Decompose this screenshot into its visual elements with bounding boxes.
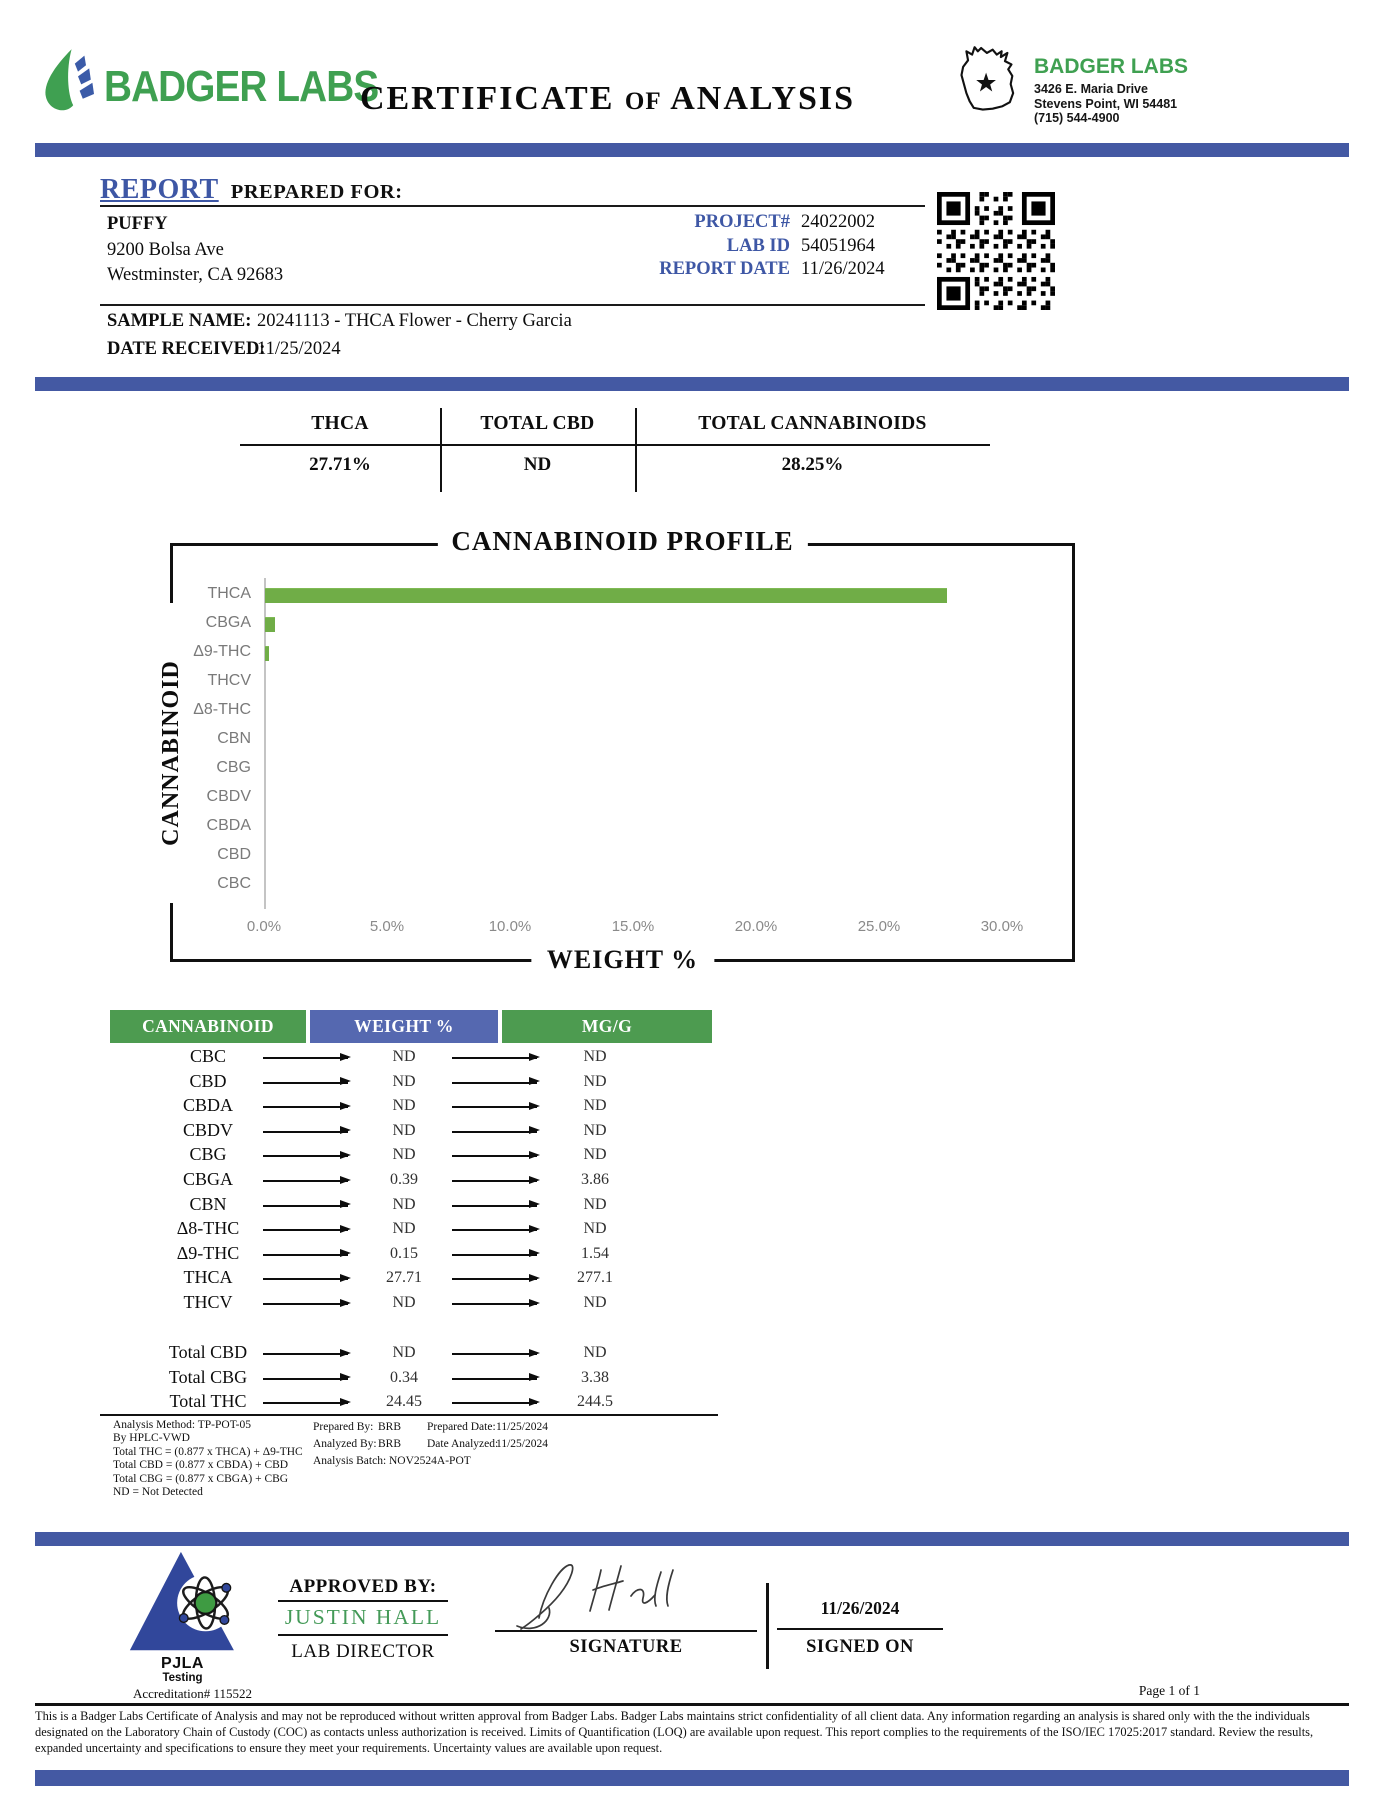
analysis-batch-value: NOV2524A-POT [389, 1455, 471, 1467]
arrow-icon [263, 1353, 348, 1355]
pjla-org-label: PJLA [161, 1655, 204, 1672]
weight-percent-value: ND [392, 1344, 416, 1361]
date-analyzed-value: 11/25/2024 [496, 1438, 548, 1450]
arrow-icon [452, 1106, 537, 1108]
chart-row-CBDV [173, 784, 1072, 813]
chart-category-label: CBDV [206, 788, 251, 805]
mg-per-g-value: ND [583, 1344, 607, 1361]
summary-col-total-cannabinoids [635, 408, 990, 492]
table-row-CBDV [110, 1119, 712, 1144]
arrow-icon [452, 1303, 537, 1305]
summary-total-cannabinoids-value: 28.25% [781, 454, 844, 475]
prepared-by-row [313, 1421, 643, 1437]
table-row-Δ8-THC [110, 1217, 712, 1242]
analyte-name: Δ9-THC [176, 1242, 240, 1263]
arrow-icon [263, 1180, 348, 1182]
lab-address-block [1034, 55, 1188, 126]
title-word-of: OF [624, 88, 662, 115]
weight-percent-value: ND [392, 1072, 416, 1090]
prepared-by-value: BRB [378, 1421, 402, 1433]
weight-percent-value: ND [392, 1293, 416, 1311]
analyte-name: THCA [183, 1267, 233, 1288]
chart-category-label: CBG [216, 759, 251, 776]
chart-row-Δ9-THC [173, 639, 1072, 668]
table-header-cannabinoid: CANNABINOID [110, 1010, 306, 1043]
arrow-icon [452, 1254, 537, 1256]
table-row-CBG [110, 1143, 712, 1168]
table-row-CBD [110, 1070, 712, 1095]
chart-tick-15.0%: 15.0% [611, 918, 655, 935]
badger-labs-logotype: BADGER LABS [104, 62, 379, 111]
lab-address-line1: 3426 E. Maria Drive [1034, 82, 1148, 96]
client-block [107, 212, 283, 289]
divider-bar-bottom [35, 1770, 1349, 1786]
summary-thca-label: THCA [311, 413, 369, 434]
weight-percent-value: 24.45 [386, 1393, 422, 1411]
analyte-name: CBC [189, 1046, 227, 1066]
lab-id-label: LAB ID [726, 235, 790, 256]
chart-plot-area [173, 581, 1072, 900]
divider-bar-footer [35, 1532, 1349, 1546]
signed-on-date: 11/26/2024 [820, 1598, 900, 1618]
chart-tick-5.0%: 5.0% [369, 918, 405, 935]
chart-category-label: THCA [207, 585, 251, 602]
chart-category-label: Δ9-THC [193, 643, 251, 660]
summary-divider-2 [635, 408, 637, 492]
weight-percent-value: 0.39 [390, 1170, 418, 1188]
analysis-method-notes [113, 1419, 303, 1499]
arrow-icon [263, 1155, 348, 1157]
analyte-name: CBDV [182, 1119, 233, 1140]
arrow-icon [263, 1205, 348, 1207]
weight-percent-value: ND [392, 1097, 416, 1115]
table-row-Total CBG [110, 1366, 712, 1391]
arrow-icon [452, 1205, 537, 1207]
page-title [335, 80, 880, 118]
mg-per-g-value: ND [583, 1146, 607, 1164]
arrow-icon [452, 1229, 537, 1231]
table-row-CBC [110, 1045, 712, 1070]
analyte-name: CBGA [182, 1168, 233, 1189]
divider-bar-summary [35, 377, 1349, 391]
report-meta-labels [555, 211, 790, 282]
arrow-icon [452, 1278, 537, 1280]
chart-category-label: CBDA [206, 817, 251, 834]
analyte-name: Total THC [169, 1391, 247, 1412]
chart-bar-CBGA [265, 617, 275, 632]
mg-per-g-value: 1.54 [581, 1244, 609, 1262]
chart-row-CBG [173, 755, 1072, 784]
mg-per-g-value: ND [583, 1195, 607, 1213]
approved-by-block [278, 1576, 448, 1663]
chart-category-label: CBGA [205, 614, 251, 631]
date-received-label: DATE RECEIVED: [107, 339, 266, 359]
chart-row-THCA [173, 581, 1072, 610]
arrow-icon [263, 1378, 348, 1380]
signature-image [505, 1554, 715, 1637]
chart-row-Δ8-THC [173, 697, 1072, 726]
arrow-icon [263, 1057, 348, 1059]
lab-address-line2: Stevens Point, WI 54481 [1034, 96, 1178, 111]
chart-row-THCV [173, 668, 1072, 697]
chart-row-CBDA [173, 813, 1072, 842]
mg-per-g-value: 3.86 [581, 1170, 609, 1188]
chart-category-label: CBN [217, 730, 251, 747]
arrow-icon [452, 1057, 537, 1059]
qr-code [937, 192, 1055, 315]
chart-bar-Δ9-THC [265, 646, 269, 661]
chart-category-label: CBD [217, 846, 251, 863]
arrow-icon [452, 1378, 537, 1380]
table-row-Total CBD [110, 1341, 712, 1366]
table-row-CBDA [110, 1094, 712, 1119]
potency-summary [240, 408, 990, 492]
weight-percent-value: ND [392, 1121, 416, 1139]
approval-vertical-divider [766, 1583, 769, 1669]
arrow-icon [263, 1402, 348, 1404]
signature-line [495, 1630, 757, 1632]
mg-per-g-value: ND [583, 1097, 607, 1115]
heading-report: REPORT [100, 174, 219, 205]
title-word-analysis: ANALYSIS [670, 80, 856, 117]
client-address-line2: Westminster, CA 92683 [107, 265, 284, 285]
analyte-name: CBN [189, 1193, 227, 1214]
table-row-CBGA [110, 1168, 712, 1193]
summary-total-cbd-value: ND [523, 454, 552, 475]
mg-per-g-value: 277.1 [577, 1269, 613, 1287]
arrow-icon [452, 1131, 537, 1133]
analyte-name: CBG [189, 1144, 227, 1165]
sample-name-label: SAMPLE NAME: [107, 311, 252, 331]
arrow-icon [263, 1106, 348, 1108]
heading-rule [100, 205, 925, 207]
chart-category-label: Δ8-THC [193, 701, 251, 718]
analyte-name: THCV [183, 1291, 233, 1312]
chart-row-CBGA [173, 610, 1072, 639]
analyzed-by-label: Analyzed By: [313, 1438, 377, 1450]
chart-tick-10.0%: 10.0% [488, 918, 532, 935]
report-meta-values [801, 211, 885, 282]
cannabinoid-table-header [110, 1010, 712, 1043]
table-row-Total THC [110, 1390, 712, 1415]
mg-per-g-value: ND [583, 1293, 607, 1311]
project-number-label: PROJECT# [694, 212, 790, 232]
table-row-CBN [110, 1193, 712, 1218]
client-address-line1: 9200 Bolsa Ave [107, 239, 224, 260]
client-name: PUFFY [107, 214, 168, 234]
note-line-4: Total CBD = (0.877 x CBDA) + CBD [113, 1459, 289, 1472]
mg-per-g-value: ND [583, 1072, 607, 1090]
divider-bar-top [35, 143, 1349, 157]
note-line-6: ND = Not Detected [113, 1486, 203, 1499]
mg-per-g-value: ND [583, 1220, 607, 1238]
date-received-value: 11/25/2024 [257, 339, 341, 359]
prepared-date-value: 11/25/2024 [496, 1421, 548, 1433]
signed-on-label: SIGNED ON [806, 1637, 914, 1657]
approver-name: JUSTIN HALL [278, 1602, 448, 1636]
analyte-name: Δ8-THC [176, 1218, 240, 1239]
weight-percent-value: 0.15 [390, 1244, 418, 1262]
report-date-value: 11/26/2024 [801, 259, 885, 279]
weight-percent-value: ND [392, 1146, 416, 1164]
arrow-icon [263, 1082, 348, 1084]
analyte-name: Total CBD [168, 1342, 248, 1362]
weight-percent-value: ND [392, 1220, 416, 1238]
arrow-icon [263, 1229, 348, 1231]
arrow-icon [263, 1254, 348, 1256]
summary-header-rule [240, 444, 990, 446]
mg-per-g-value: 244.5 [577, 1393, 613, 1411]
signed-on-line [777, 1628, 943, 1630]
table-header-mgg: MG/G [502, 1010, 712, 1043]
summary-total-cbd-label: TOTAL CBD [480, 413, 595, 434]
sample-name-value: 20241113 - THCA Flower - Cherry Garcia [257, 311, 572, 331]
chart-tick-0.0%: 0.0% [246, 918, 282, 935]
prepared-by-label: Prepared By: [313, 1421, 374, 1433]
pjla-accreditation-logo [122, 1550, 272, 1659]
summary-thca-value: 27.71% [309, 454, 371, 475]
sample-rule [100, 304, 925, 306]
report-date-label: REPORT DATE [659, 259, 790, 279]
analyzed-by-value: BRB [378, 1438, 402, 1450]
chart-tick-25.0%: 25.0% [857, 918, 901, 935]
lab-name: BADGER LABS [1034, 55, 1189, 78]
signature-label: SIGNATURE [569, 1637, 683, 1657]
badger-labs-leaf-icon [38, 46, 102, 123]
chart-x-axis-label: WEIGHT % [531, 945, 714, 975]
chart-x-ticks [173, 918, 1072, 938]
table-row-THCV [110, 1291, 712, 1316]
summary-col-total-cbd [440, 408, 635, 492]
table-header-weight: WEIGHT % [310, 1010, 498, 1043]
mg-per-g-value: 3.38 [581, 1368, 609, 1386]
cannabinoid-profile-chart [158, 526, 1075, 974]
analysis-batch-label: Analysis Batch: [313, 1455, 387, 1467]
page-indicator: Page 1 of 1 [1138, 1683, 1200, 1698]
summary-col-thca [240, 408, 440, 492]
mg-per-g-value: ND [583, 1121, 607, 1139]
cannabinoid-table-body [110, 1045, 712, 1316]
analysis-batch-row [313, 1455, 643, 1471]
summary-total-cannabinoids-label: TOTAL CANNABINOIDS [698, 413, 927, 434]
chart-y-axis-label: CANNABINOID [154, 603, 188, 903]
approved-by-label: APPROVED BY: [278, 1576, 448, 1602]
wisconsin-state-icon [950, 38, 1032, 127]
weight-percent-value: ND [392, 1195, 416, 1213]
chart-category-label: THCV [207, 672, 251, 689]
chart-category-label: CBC [217, 875, 251, 892]
lab-phone: (715) 544-4900 [1034, 111, 1120, 125]
arrow-icon [263, 1303, 348, 1305]
disclaimer-rule [35, 1703, 1349, 1706]
arrow-icon [263, 1131, 348, 1133]
analyzed-by-row [313, 1438, 643, 1454]
note-line-2: By HPLC-VWD [113, 1432, 190, 1445]
weight-percent-value: 27.71 [386, 1269, 422, 1287]
date-analyzed-label: Date Analyzed: [427, 1438, 499, 1450]
chart-row-CBC [173, 871, 1072, 900]
table-row-Δ9-THC [110, 1242, 712, 1267]
analyte-name: CBD [189, 1070, 227, 1091]
accreditation-number: Accreditation# 115522 [132, 1686, 252, 1701]
chart-row-CBD [173, 842, 1072, 871]
table-bottom-rule [100, 1414, 718, 1416]
note-line-3: Total THC = (0.877 x THCA) + Δ9-THC [113, 1445, 303, 1458]
chart-tick-20.0%: 20.0% [734, 918, 778, 935]
chart-row-CBN [173, 726, 1072, 755]
note-line-5: Total CBG = (0.877 x CBGA) + CBG [113, 1472, 289, 1485]
arrow-icon [452, 1402, 537, 1404]
title-word-certificate: CERTIFICATE [359, 80, 615, 117]
cannabinoid-table-totals [110, 1341, 712, 1415]
disclaimer-text: This is a Badger Labs Certificate of Analysis and may not be reproduced without written approval from Badger Labs. Badger Labs maintains strict confidentiality of all client data. Any information regarding an analysis is shared only with the the individuals designated on the Laboratory Chain of Custody (COC) as contacts unless authorization is received. Limits of Quantification (LOQ) are available upon request. This report complies to the requirements of the ISO/IEC 17025:2017 standard. Review the results, expanded uncertainty and specifications to ensure they meet your requirements. Uncertainty values are available upon request. [35, 1709, 1314, 1755]
prepared-date-label: Prepared Date: [427, 1421, 496, 1433]
table-row-THCA [110, 1266, 712, 1291]
analyte-name: Total CBG [168, 1366, 248, 1387]
project-number-value: 24022002 [801, 212, 875, 232]
arrow-icon [263, 1278, 348, 1280]
analyte-name: CBDA [182, 1095, 233, 1116]
mg-per-g-value: ND [583, 1048, 607, 1065]
lab-id-value: 54051964 [801, 235, 875, 256]
chart-title: CANNABINOID PROFILE [437, 526, 807, 557]
weight-percent-value: ND [392, 1048, 416, 1065]
arrow-icon [452, 1155, 537, 1157]
date-received-row [107, 339, 341, 360]
chart-tick-30.0%: 30.0% [980, 918, 1024, 935]
weight-percent-value: 0.34 [390, 1368, 418, 1386]
note-line-1: Analysis Method: TP-POT-05 [113, 1419, 252, 1431]
report-prepared-for-heading [100, 174, 403, 206]
arrow-icon [452, 1353, 537, 1355]
arrow-icon [452, 1180, 537, 1182]
heading-prepared-for: PREPARED FOR: [230, 181, 403, 203]
arrow-icon [452, 1082, 537, 1084]
summary-divider-1 [440, 408, 442, 492]
approver-title: LAB DIRECTOR [291, 1641, 435, 1662]
chart-bar-THCA [265, 588, 947, 603]
sample-name-row [107, 311, 572, 332]
pjla-sub-label: Testing [162, 1672, 203, 1684]
